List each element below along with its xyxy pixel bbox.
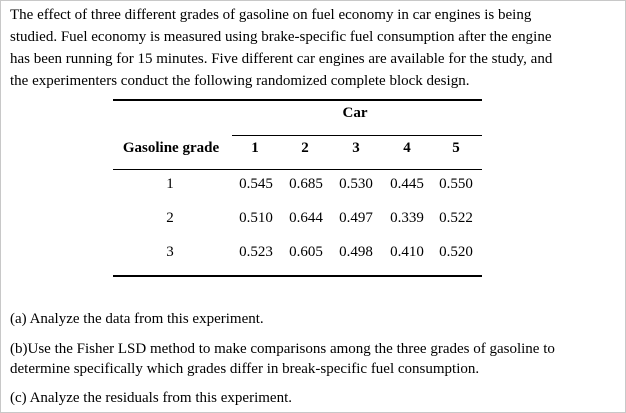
column-group-rule <box>232 135 482 136</box>
table-cell: 0.522 <box>439 210 473 226</box>
question-b-line: (b)Use the Fisher LSD method to make comparisons among the three grades of gasoline to <box>10 341 555 357</box>
column-header: 1 <box>251 140 259 156</box>
row-grade-label: 3 <box>166 244 174 260</box>
question-b <box>10 339 618 379</box>
row-grade-label: 1 <box>166 176 174 192</box>
table-cell: 0.510 <box>239 210 273 226</box>
question-a: (a) Analyze the data from this experiment. <box>10 311 264 327</box>
intro-line: the experimenters conduct the following randomized complete block design. <box>10 73 470 89</box>
table-bottom-rule <box>113 275 482 277</box>
table-top-rule <box>113 99 482 101</box>
table-cell: 0.498 <box>339 244 373 260</box>
header-bottom-rule <box>113 169 482 170</box>
row-grade-label: 2 <box>166 210 174 226</box>
column-header: 2 <box>301 140 309 156</box>
column-header: 5 <box>452 140 460 156</box>
table-cell: 0.339 <box>390 210 424 226</box>
table-cell: 0.530 <box>339 176 373 192</box>
table-cell: 0.545 <box>239 176 273 192</box>
intro-line: studied. Fuel economy is measured using brake-specific fuel consumption after the engine <box>10 29 552 45</box>
table-cell: 0.497 <box>339 210 373 226</box>
column-header: 3 <box>352 140 360 156</box>
table-cell: 0.410 <box>390 244 424 260</box>
question-b-line: determine specifically which grades differ in break-specific fuel consumption. <box>10 361 480 377</box>
table-cell: 0.550 <box>439 176 473 192</box>
data-table <box>113 99 482 277</box>
problem-statement <box>10 4 618 92</box>
column-group-label: Car <box>342 105 368 121</box>
table-cell: 0.445 <box>390 176 424 192</box>
table-cell: 0.685 <box>289 176 323 192</box>
table-cell: 0.605 <box>289 244 323 260</box>
question-c: (c) Analyze the residuals from this experiment. <box>10 390 292 406</box>
intro-line: The effect of three different grades of gasoline on fuel economy in car engines is being <box>10 7 532 23</box>
table-cell: 0.644 <box>289 210 323 226</box>
table-cell: 0.520 <box>439 244 473 260</box>
column-header: 4 <box>403 140 411 156</box>
table-cell: 0.523 <box>239 244 273 260</box>
intro-line: has been running for 15 minutes. Five different car engines are available for the study, and <box>10 51 553 67</box>
row-header-label: Gasoline grade <box>122 140 220 156</box>
